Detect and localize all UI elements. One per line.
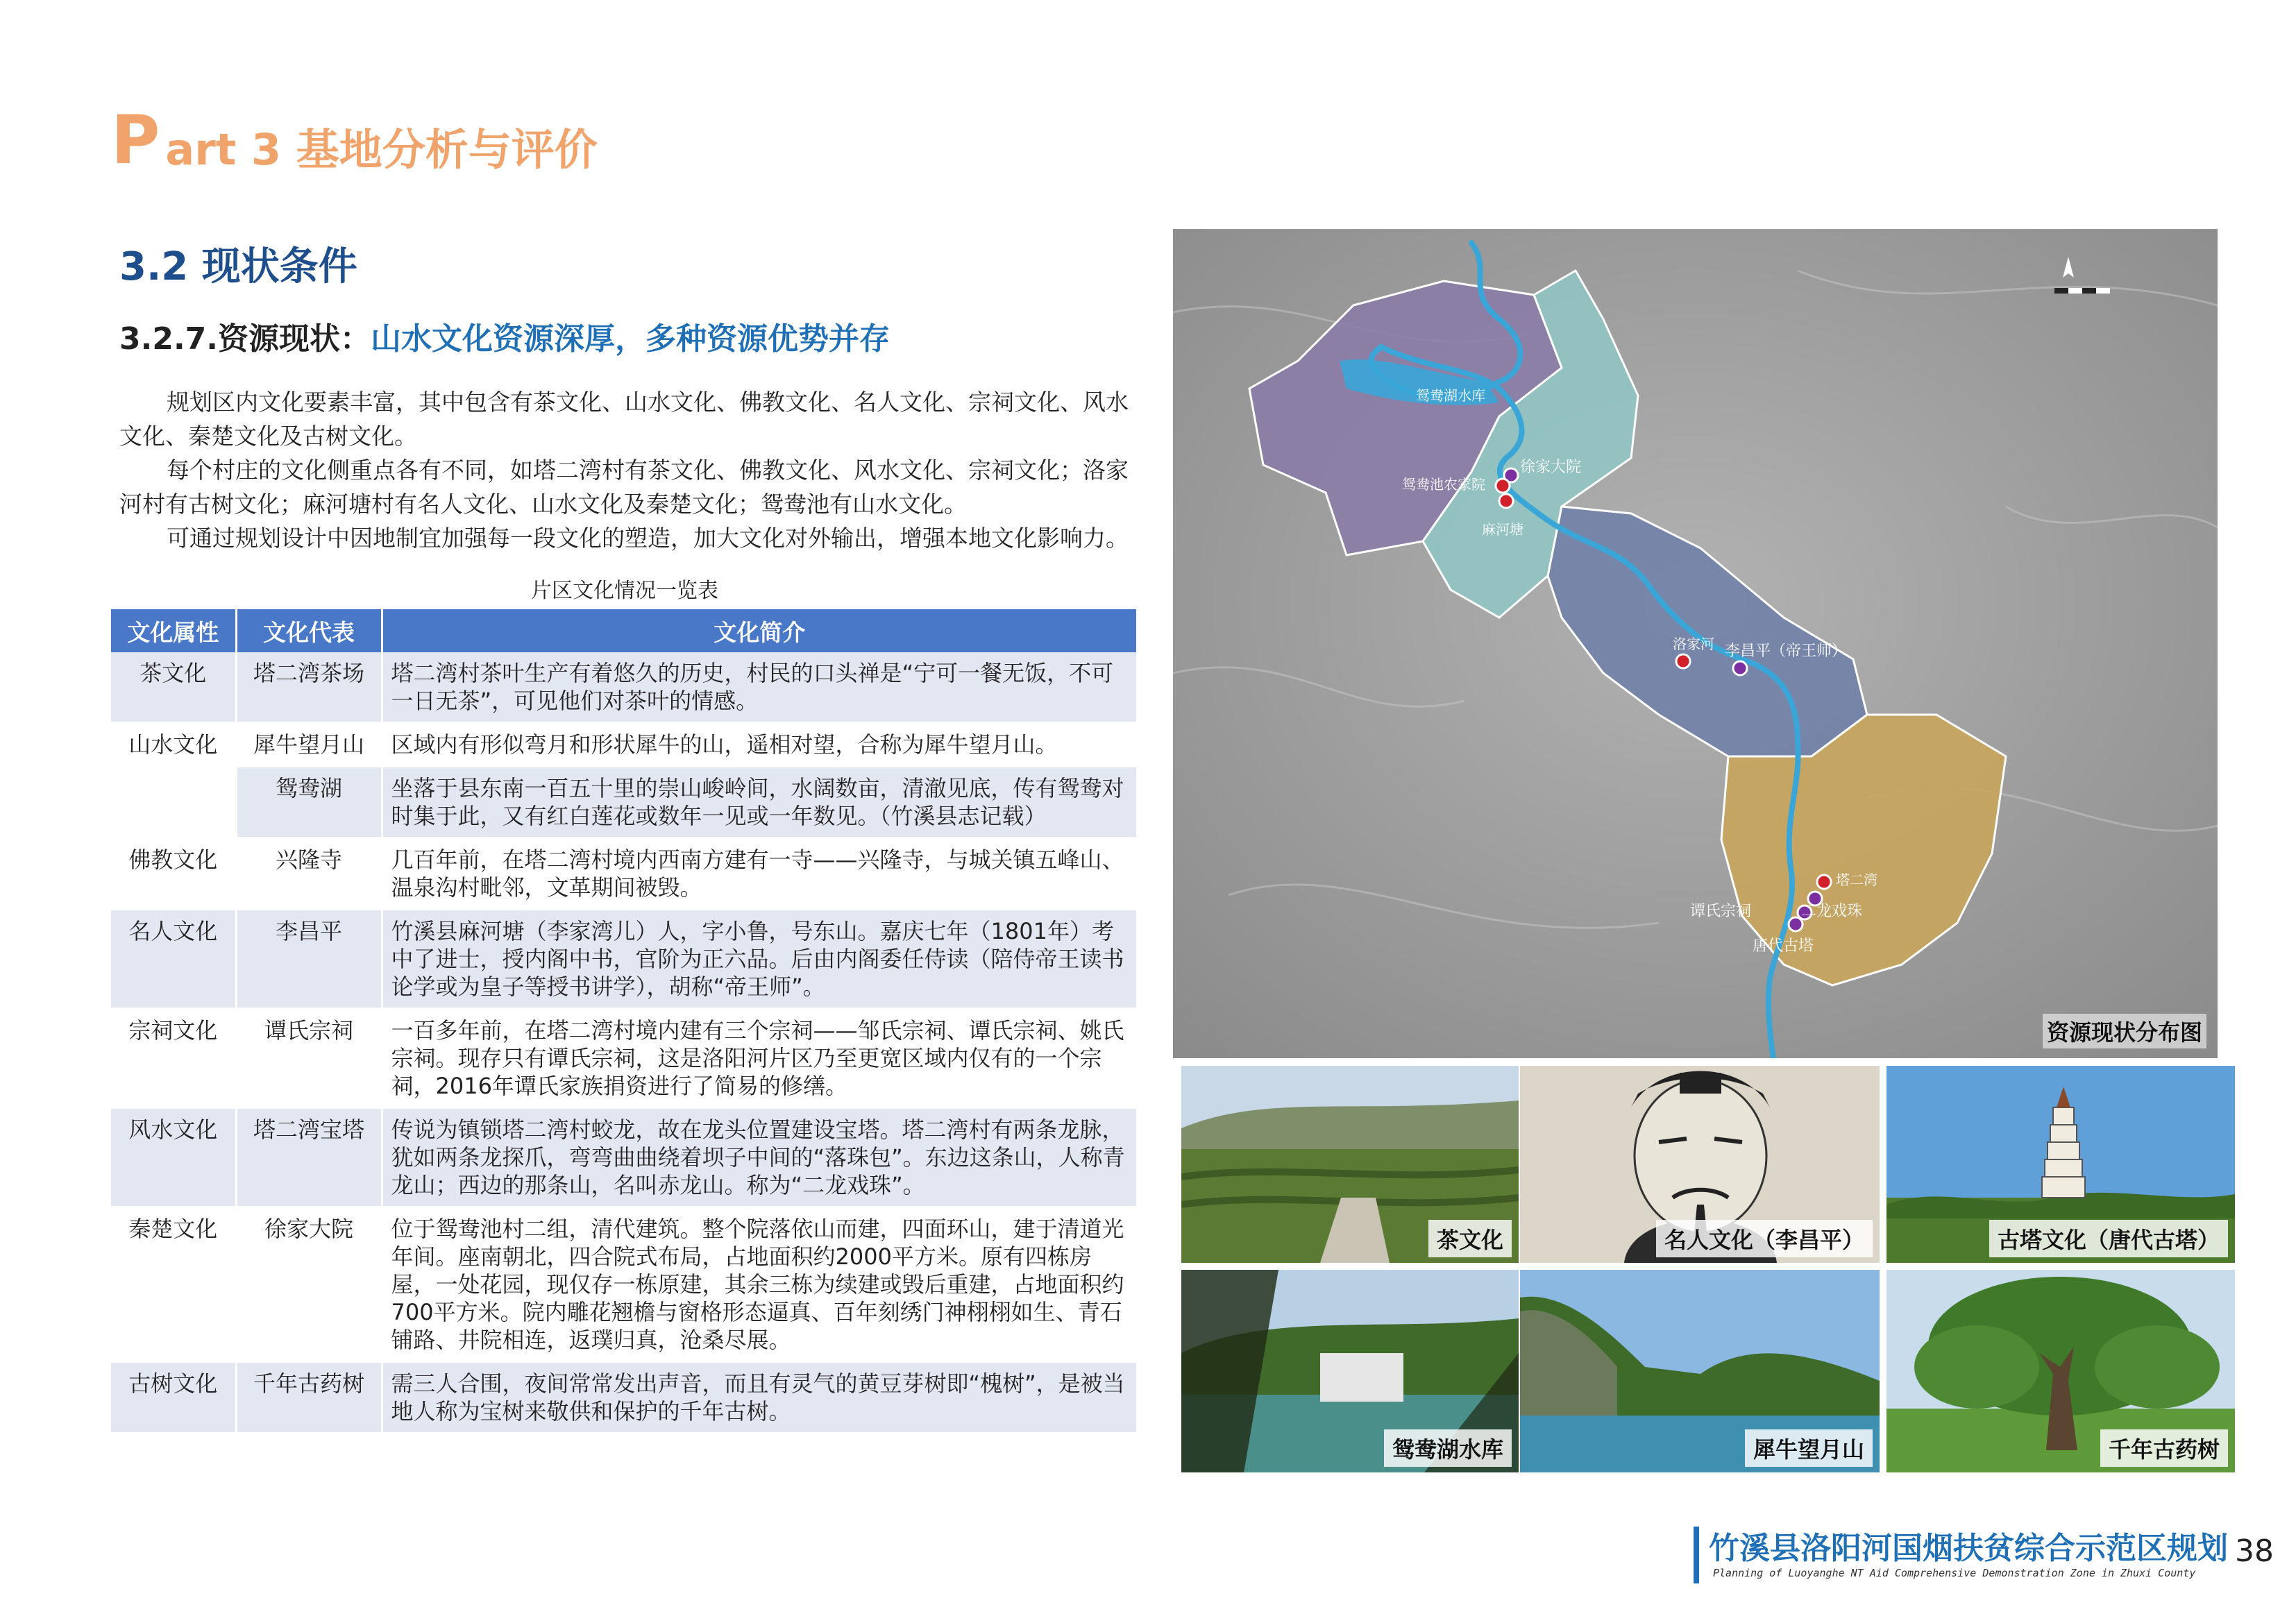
culture-rep: 犀牛望月山 [236, 723, 382, 767]
part-initial: P [111, 101, 160, 179]
column-header: 文化属性 [111, 609, 236, 652]
photo-caption: 古塔文化（唐代古塔） [1989, 1220, 2228, 1257]
photo-ancient-tree [1886, 1270, 2235, 1472]
place-label: 鸳鸯湖水库 [1416, 387, 1485, 404]
culture-rep: 兴隆寺 [236, 838, 382, 910]
marker-tang-pagoda [1789, 917, 1803, 931]
part-label: art 3 基地分析与评价 [165, 124, 598, 175]
place-label: 徐家大院 [1520, 459, 1582, 476]
culture-rep: 鸳鸯湖 [236, 767, 382, 838]
marker-luojiahe [1676, 654, 1690, 668]
place-label: 李昌平（帝王师） [1725, 643, 1848, 660]
culture-attr: 名人文化 [111, 910, 236, 1009]
culture-desc: 区域内有形似弯月和形状犀牛的山，遥相对望，合称为犀牛望月山。 [382, 723, 1138, 767]
culture-desc: 需三人合围，夜间常常发出声音，而且有灵气的黄豆芽树即“槐树”，是被当地人称为宝树来敬供和保护的千年古树。 [382, 1362, 1138, 1434]
table-row [111, 1207, 1138, 1362]
culture-desc: 一百多年前，在塔二湾村境内建有三个宗祠——邹氏宗祠、谭氏宗祠、姚氏宗祠。现存只有谭氏宗祠，这是洛阳河片区乃至更宽区域内仅有的一个宗祠，2016年谭氏家族捐资进行了简易的修缮。 [382, 1009, 1138, 1108]
culture-attr: 风水文化 [111, 1108, 236, 1207]
column-header: 文化代表 [236, 609, 382, 652]
place-label: 谭氏宗祠 [1690, 903, 1752, 920]
sub-title [119, 314, 890, 358]
map-graphic [1173, 229, 2218, 1058]
page-number: 38 [2235, 1533, 2274, 1569]
photo-tea-culture [1181, 1066, 1519, 1263]
place-label: 唐代古塔 [1753, 937, 1814, 955]
culture-rep: 谭氏宗祠 [236, 1009, 382, 1108]
part-title [111, 101, 598, 179]
footer-subtitle: Planning of Luoyanghe NT Aid Comprehensive Demonstration Zone in Zhuxi County [1713, 1567, 2196, 1579]
intro-text [119, 385, 1133, 555]
footer-accent-bar [1694, 1527, 1699, 1583]
culture-rep: 李昌平 [236, 910, 382, 1009]
footer-title: 竹溪县洛阳河国烟扶贫综合示范区规划 [1709, 1531, 2228, 1566]
photo-caption: 千年古药树 [2100, 1429, 2228, 1467]
photo-caption: 名人文化（李昌平） [1656, 1220, 1873, 1257]
table-caption: 片区文化情况一览表 [531, 579, 718, 603]
culture-desc: 传说为镇锁塔二湾村蛟龙，故在龙头位置建设宝塔。塔二湾村有两条龙脉，犹如两条龙探爪，弯弯曲曲绕着坝子中间的“落珠包”。东边这条山，人称青龙山；西边的那条山，名叫赤龙山。称为“二龙戏珠”。 [382, 1108, 1138, 1207]
culture-rep: 千年古药树 [236, 1362, 382, 1434]
marker-li-changping [1733, 661, 1747, 675]
section-title: 3.2 现状条件 [119, 244, 357, 289]
intro-paragraph: 可通过规划设计中因地制宜加强每一段文化的塑造，加大文化对外输出，增强本地文化影响力。 [167, 525, 1129, 552]
intro-paragraph: 规划区内文化要素丰富，其中包含有茶文化、山水文化、佛教文化、名人文化、宗祠文化、风水文化、秦楚文化及古树文化。 [119, 389, 1129, 450]
intro-paragraph: 每个村庄的文化侧重点各有不同，如塔二湾村有茶文化、佛教文化、风水文化、宗祠文化；洛家河村有古树文化；麻河塘村有名人文化、山水文化及秦楚文化；鸳鸯池有山水文化。 [119, 457, 1129, 518]
table-row [111, 767, 1138, 838]
place-label: 塔二湾 [1836, 872, 1877, 888]
place-label: 鸳鸯池农家院 [1402, 476, 1485, 493]
resource-distribution-map [1173, 229, 2218, 1058]
culture-attr: 宗祠文化 [111, 1009, 236, 1108]
place-label: 麻河塘 [1482, 521, 1523, 538]
culture-table [111, 609, 1138, 1434]
table-row [111, 652, 1138, 723]
table-row [111, 723, 1138, 767]
culture-attr: 秦楚文化 [111, 1207, 236, 1362]
table-row [111, 1009, 1138, 1108]
table-header-row [111, 609, 1138, 652]
photo-caption: 鸳鸯湖水库 [1384, 1429, 1512, 1467]
photo-pagoda-culture [1886, 1066, 2235, 1263]
place-label: 二龙戏珠 [1801, 903, 1863, 920]
culture-desc: 竹溪县麻河塘（李家湾儿）人，字小鲁，号东山。嘉庆七年（1801年）考中了进士，授内阁中书，官阶为正六品。后由内阁委任侍读（陪侍帝王读书论学或为皇子等授书讲学），胡称“帝王师”。 [382, 910, 1138, 1009]
photo-yuanyang-reservoir [1181, 1270, 1519, 1472]
place-label: 洛家河 [1673, 636, 1714, 652]
table-row [111, 838, 1138, 910]
culture-desc: 位于鸳鸯池村二组，清代建筑。整个院落依山而建，四面环山，建于清道光年间。座南朝北，四合院式布局，占地面积约2000平方米。原有四栋房屋，一处花园，现仅存一栋原建，其余三栋为续建或毁后重建，占地面积约 700平方米。院内雕花翘檐与窗格形态逼真、百年刻绣门神栩栩如生、青石铺路、井院相连，返璞归真，沧桑尽展。 [382, 1207, 1138, 1362]
table-row [111, 1108, 1138, 1207]
marker-taerwan [1817, 875, 1831, 889]
table-row [111, 1362, 1138, 1434]
photo-caption: 茶文化 [1428, 1220, 1512, 1257]
sub-title-lead: 3.2.7.资源现状： [119, 321, 371, 357]
column-header: 文化简介 [382, 609, 1138, 652]
photo-famous-person [1520, 1066, 1880, 1263]
photo-rhino-moon-mountain [1520, 1270, 1880, 1472]
table-row [111, 910, 1138, 1009]
marker-yuanyang-farm [1496, 479, 1510, 493]
culture-desc: 坐落于县东南一百五十里的崇山峻岭间，水阔数亩，清澈见底，传有鸳鸯对时集于此，又有红白莲花或数年一见或一年数见。（竹溪县志记载） [382, 767, 1138, 838]
map-title: 资源现状分布图 [2043, 1014, 2206, 1048]
culture-rep: 塔二湾宝塔 [236, 1108, 382, 1207]
culture-rep: 徐家大院 [236, 1207, 382, 1362]
culture-attr: 山水文化 [111, 723, 236, 838]
culture-rep: 塔二湾茶场 [236, 652, 382, 723]
sub-title-highlight: 山水文化资源深厚，多种资源优势并存 [371, 321, 890, 357]
culture-desc: 塔二湾村茶叶生产有着悠久的历史，村民的口头禅是“宁可一餐无饭，不可一日无茶”，可见他们对茶叶的情感。 [382, 652, 1138, 723]
culture-attr: 茶文化 [111, 652, 236, 723]
culture-desc: 几百年前，在塔二湾村境内西南方建有一寺——兴隆寺，与城关镇五峰山、温泉沟村毗邻，文革期间被毁。 [382, 838, 1138, 910]
culture-attr: 古树文化 [111, 1362, 236, 1434]
photo-caption: 犀牛望月山 [1745, 1429, 1873, 1467]
culture-attr: 佛教文化 [111, 838, 236, 910]
marker-mahetang [1499, 494, 1513, 508]
